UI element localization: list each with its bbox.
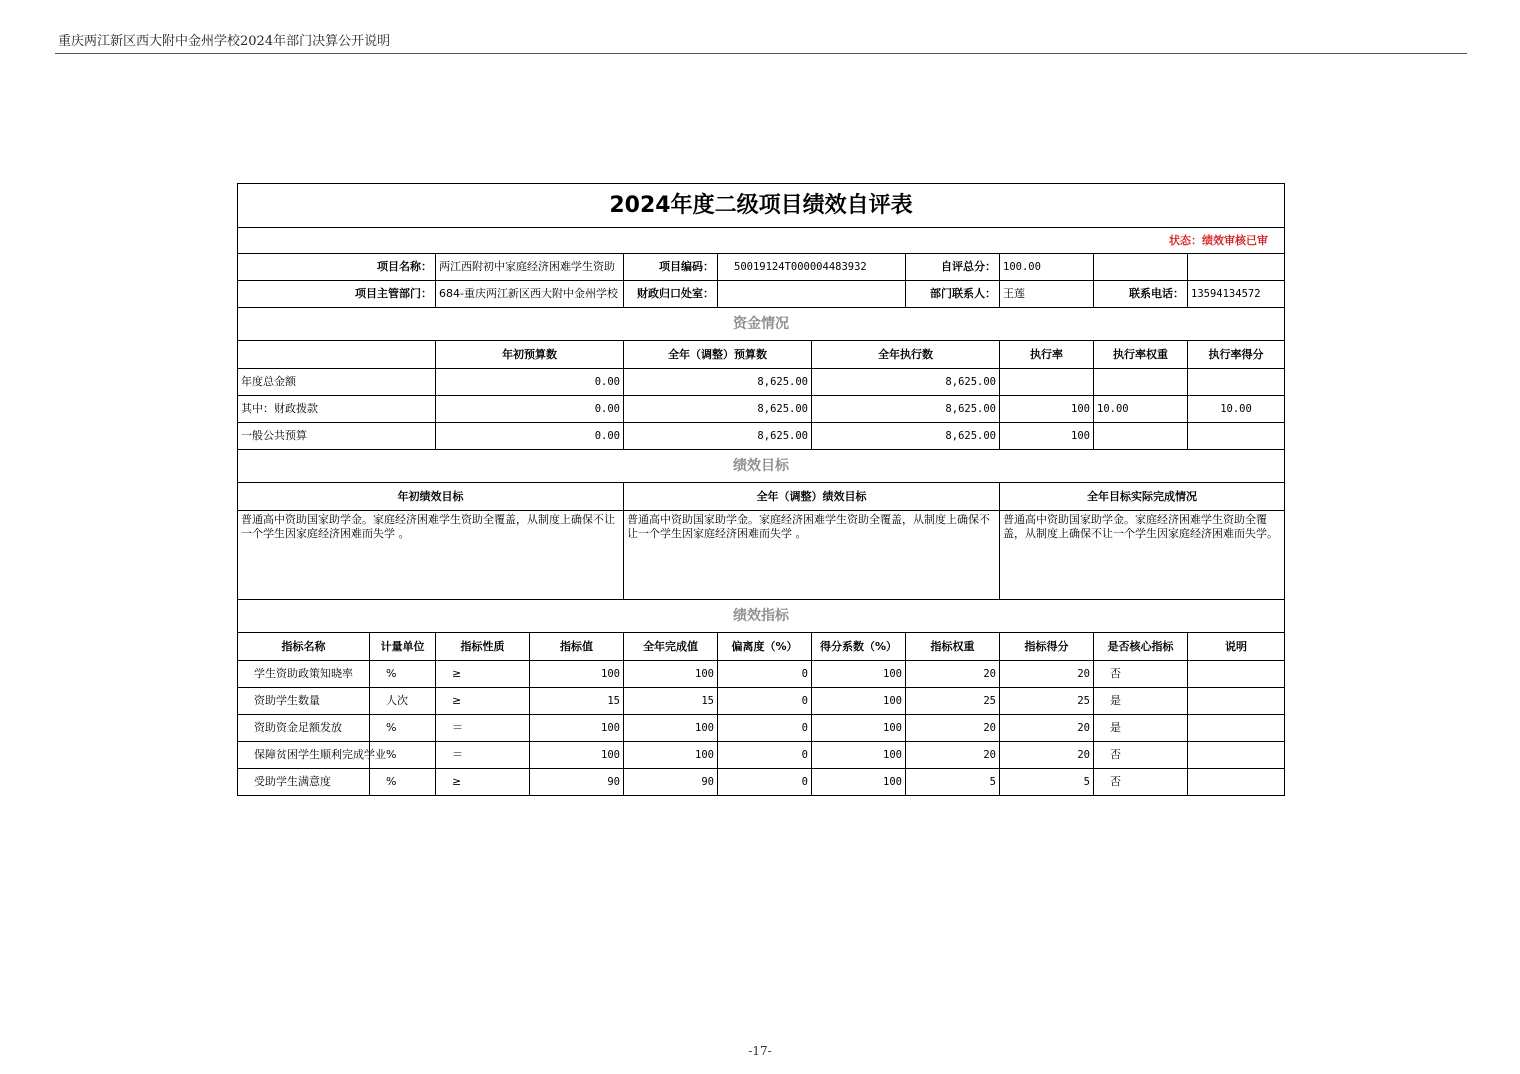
indicator-header: 是否核心指标 xyxy=(1094,633,1188,661)
phone-label: 联系电话： xyxy=(1094,281,1188,308)
indicator-core: 否 xyxy=(1094,742,1188,769)
indicator-actual: 100 xyxy=(624,715,718,742)
indicator-target: 15 xyxy=(530,688,624,715)
table-row xyxy=(238,396,1285,423)
indicator-note xyxy=(1188,769,1285,796)
indicator-header: 偏离度（%） xyxy=(718,633,812,661)
indicator-deviation: 0 xyxy=(718,742,812,769)
indicator-weight: 20 xyxy=(906,742,1000,769)
dept-value: 684-重庆两江新区西大附中金州学校 xyxy=(436,281,624,308)
project-name-value: 两江西附初中家庭经济困难学生资助 xyxy=(436,254,624,281)
goals-header: 年初绩效目标 xyxy=(238,483,624,511)
indicator-name: 受助学生满意度 xyxy=(238,769,370,796)
indicator-coef: 100 xyxy=(812,661,906,688)
indicators-section-title: 绩效指标 xyxy=(238,600,1285,633)
funds-executed: 8,625.00 xyxy=(812,396,1000,423)
page-header: 重庆两江新区西大附中金州学校2024年部门决算公开说明 xyxy=(58,34,391,49)
indicator-score: 20 xyxy=(1000,742,1094,769)
indicator-coef: 100 xyxy=(812,742,906,769)
funds-header: 执行率得分 xyxy=(1188,341,1285,369)
table-row xyxy=(238,661,1285,688)
contact-label: 部门联系人： xyxy=(906,281,1000,308)
table-row xyxy=(238,688,1285,715)
indicator-unit: % xyxy=(370,742,436,769)
indicator-target: 90 xyxy=(530,769,624,796)
funds-header: 执行率权重 xyxy=(1094,341,1188,369)
funds-score xyxy=(1188,369,1285,396)
indicator-weight: 25 xyxy=(906,688,1000,715)
actual-goal: 普通高中资助国家助学金。家庭经济困难学生资助全覆盖，从制度上确保不让一个学生因家庭经济困难而失学。 xyxy=(1000,511,1285,600)
finance-value xyxy=(718,281,906,308)
indicator-deviation: 0 xyxy=(718,715,812,742)
funds-header: 年初预算数 xyxy=(436,341,624,369)
indicator-nature: ≥ xyxy=(436,769,530,796)
indicator-unit: % xyxy=(370,769,436,796)
indicator-unit: % xyxy=(370,715,436,742)
funds-weight xyxy=(1094,423,1188,450)
table-row xyxy=(238,423,1285,450)
indicator-coef: 100 xyxy=(812,688,906,715)
project-code-label: 项目编码： xyxy=(624,254,718,281)
funds-header: 全年（调整）预算数 xyxy=(624,341,812,369)
indicators-header-row xyxy=(238,633,1285,661)
goals-header: 全年（调整）绩效目标 xyxy=(624,483,1000,511)
funds-executed: 8,625.00 xyxy=(812,369,1000,396)
phone-value: 13594134572 xyxy=(1188,281,1285,308)
funds-row-name: 一般公共预算 xyxy=(238,423,436,450)
indicator-target: 100 xyxy=(530,715,624,742)
indicator-header: 说明 xyxy=(1188,633,1285,661)
funds-row-name: 其中：财政拨款 xyxy=(238,396,436,423)
table-row xyxy=(238,369,1285,396)
goals-row xyxy=(238,511,1285,600)
funds-initial: 0.00 xyxy=(436,396,624,423)
empty-cell xyxy=(1188,254,1285,281)
indicator-core: 是 xyxy=(1094,715,1188,742)
indicator-actual: 15 xyxy=(624,688,718,715)
indicator-score: 20 xyxy=(1000,715,1094,742)
empty-cell xyxy=(238,341,436,369)
indicator-header: 指标名称 xyxy=(238,633,370,661)
indicator-nature: ＝ xyxy=(436,742,530,769)
funds-adjusted: 8,625.00 xyxy=(624,423,812,450)
indicator-header: 指标性质 xyxy=(436,633,530,661)
funds-rate: 100 xyxy=(1000,396,1094,423)
header-rule xyxy=(55,53,1467,54)
dept-label: 项目主管部门： xyxy=(238,281,436,308)
indicator-unit: 人次 xyxy=(370,688,436,715)
indicator-core: 否 xyxy=(1094,661,1188,688)
finance-label: 财政归口处室： xyxy=(624,281,718,308)
score-value: 100.00 xyxy=(1000,254,1094,281)
funds-weight: 10.00 xyxy=(1094,396,1188,423)
contact-value: 王莲 xyxy=(1000,281,1094,308)
project-name-label: 项目名称： xyxy=(238,254,436,281)
indicator-deviation: 0 xyxy=(718,661,812,688)
indicator-coef: 100 xyxy=(812,715,906,742)
indicator-weight: 20 xyxy=(906,715,1000,742)
indicator-actual: 100 xyxy=(624,661,718,688)
indicator-note xyxy=(1188,715,1285,742)
goals-section-title: 绩效目标 xyxy=(238,450,1285,483)
adjusted-goal: 普通高中资助国家助学金。家庭经济困难学生资助全覆盖，从制度上确保不让一个学生因家庭经济困难而失学 。 xyxy=(624,511,1000,600)
score-label: 自评总分： xyxy=(906,254,1000,281)
table-row xyxy=(238,715,1285,742)
status-text: 状态：绩效审核已审 xyxy=(238,228,1285,254)
indicator-header: 得分系数（%） xyxy=(812,633,906,661)
page-number: -17- xyxy=(748,1044,772,1058)
funds-header-row xyxy=(238,341,1285,369)
funds-initial: 0.00 xyxy=(436,369,624,396)
indicator-deviation: 0 xyxy=(718,769,812,796)
table-row xyxy=(238,769,1285,796)
indicator-coef: 100 xyxy=(812,769,906,796)
info-row xyxy=(238,254,1285,281)
indicator-name: 资助资金足额发放 xyxy=(238,715,370,742)
funds-score xyxy=(1188,423,1285,450)
table-title: 2024年度二级项目绩效自评表 xyxy=(238,184,1285,228)
funds-executed: 8,625.00 xyxy=(812,423,1000,450)
indicator-header: 指标值 xyxy=(530,633,624,661)
funds-score: 10.00 xyxy=(1188,396,1285,423)
funds-weight xyxy=(1094,369,1188,396)
indicator-name: 保障贫困学生顺利完成学业 xyxy=(238,742,370,769)
indicator-name: 资助学生数量 xyxy=(238,688,370,715)
indicator-nature: ≥ xyxy=(436,688,530,715)
indicator-core: 是 xyxy=(1094,688,1188,715)
table-row xyxy=(238,742,1285,769)
funds-section-title: 资金情况 xyxy=(238,308,1285,341)
goals-header-row xyxy=(238,483,1285,511)
funds-adjusted: 8,625.00 xyxy=(624,369,812,396)
indicator-weight: 5 xyxy=(906,769,1000,796)
indicator-nature: ＝ xyxy=(436,715,530,742)
info-row xyxy=(238,281,1285,308)
indicator-header: 计量单位 xyxy=(370,633,436,661)
indicator-header: 指标权重 xyxy=(906,633,1000,661)
indicator-header: 指标得分 xyxy=(1000,633,1094,661)
indicator-score: 5 xyxy=(1000,769,1094,796)
funds-rate xyxy=(1000,369,1094,396)
performance-table xyxy=(237,183,1285,796)
funds-header: 全年执行数 xyxy=(812,341,1000,369)
indicator-actual: 100 xyxy=(624,742,718,769)
indicator-note xyxy=(1188,688,1285,715)
indicator-nature: ≥ xyxy=(436,661,530,688)
funds-adjusted: 8,625.00 xyxy=(624,396,812,423)
empty-cell xyxy=(1094,254,1188,281)
initial-goal: 普通高中资助国家助学金。家庭经济困难学生资助全覆盖，从制度上确保不让一个学生因家庭经济困难而失学 。 xyxy=(238,511,624,600)
funds-header: 执行率 xyxy=(1000,341,1094,369)
indicator-core: 否 xyxy=(1094,769,1188,796)
indicator-actual: 90 xyxy=(624,769,718,796)
indicator-unit: % xyxy=(370,661,436,688)
indicator-weight: 20 xyxy=(906,661,1000,688)
indicator-deviation: 0 xyxy=(718,688,812,715)
indicator-target: 100 xyxy=(530,661,624,688)
indicator-note xyxy=(1188,661,1285,688)
project-code-value: 50019124T000004483932 xyxy=(718,254,906,281)
indicator-note xyxy=(1188,742,1285,769)
indicator-target: 100 xyxy=(530,742,624,769)
goals-header: 全年目标实际完成情况 xyxy=(1000,483,1285,511)
funds-initial: 0.00 xyxy=(436,423,624,450)
indicator-score: 20 xyxy=(1000,661,1094,688)
indicator-name: 学生资助政策知晓率 xyxy=(238,661,370,688)
indicator-header: 全年完成值 xyxy=(624,633,718,661)
indicator-score: 25 xyxy=(1000,688,1094,715)
funds-rate: 100 xyxy=(1000,423,1094,450)
funds-row-name: 年度总金额 xyxy=(238,369,436,396)
